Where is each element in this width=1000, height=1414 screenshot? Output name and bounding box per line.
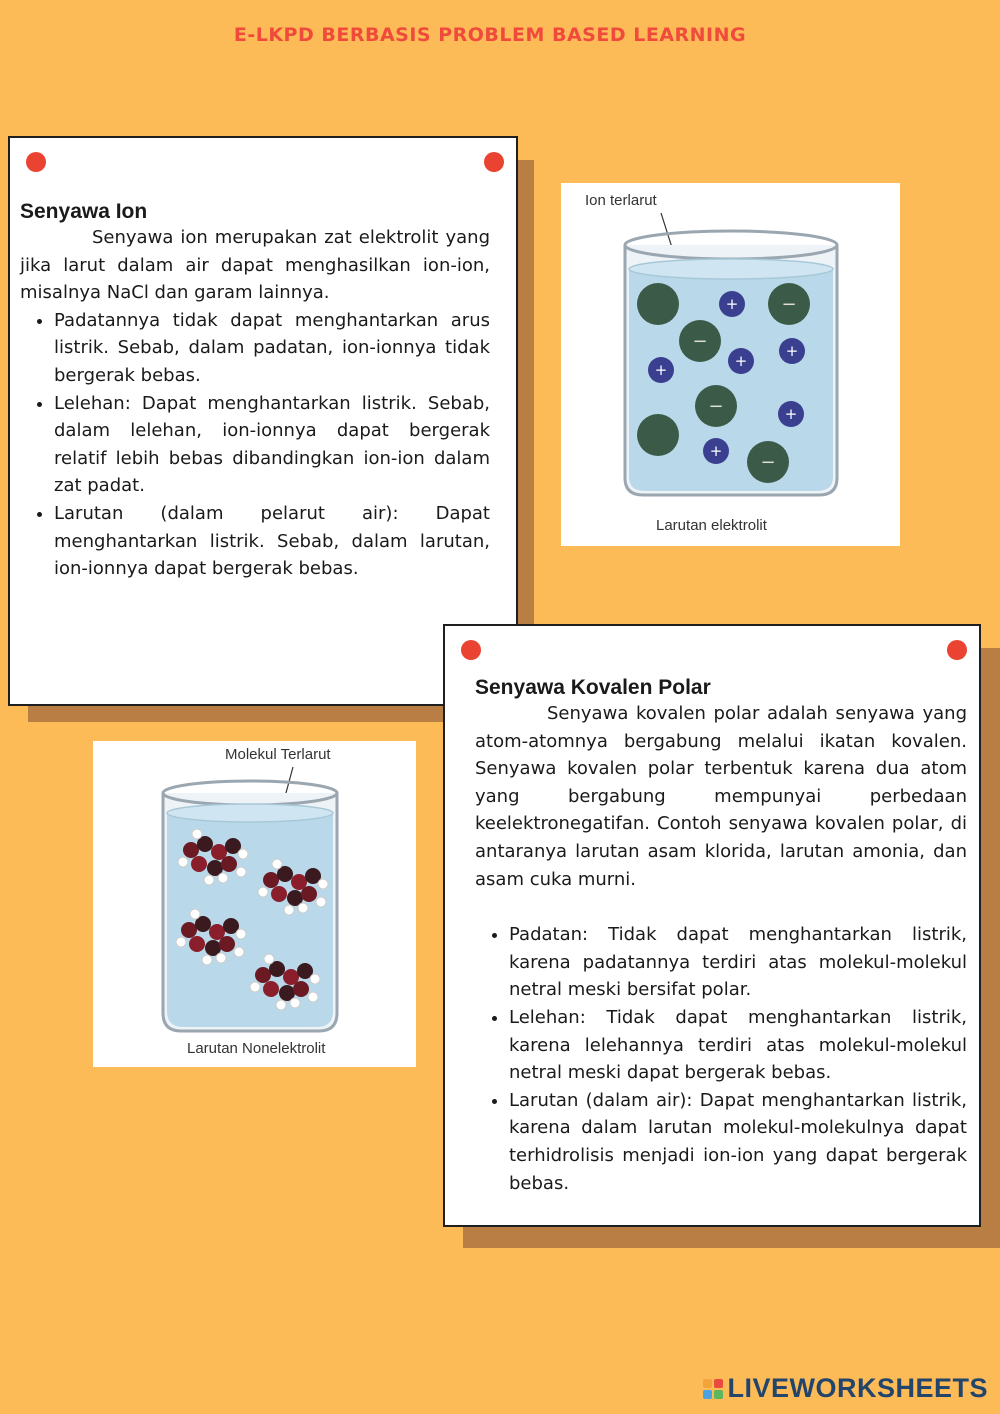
liveworksheets-logo-icon xyxy=(703,1379,723,1399)
covalent-card-content xyxy=(475,676,967,1197)
covalent-card-heading: Senyawa Kovalen Polar xyxy=(475,676,711,699)
pin-dot-left xyxy=(461,640,481,660)
svg-text:+: + xyxy=(784,405,798,423)
list-item: • Larutan (dalam air): Dapat menghantarkan listrik, karena dalam larutan molekul-molekulnya dapat terhidrolisis menjadi ion-ion yang dapat bergerak bebas. xyxy=(509,1087,967,1197)
ion-card xyxy=(8,136,518,706)
svg-text:+: + xyxy=(709,442,723,460)
svg-text:+: + xyxy=(725,295,739,313)
list-item: • Lelehan: Dapat menghantarkan listrik. Sebab, dalam lelehan, ion-ionnya dapat bergerak relatif lebih bebas dibandingkan ion-ion dalam zat padat. xyxy=(54,390,490,500)
svg-text:−: − xyxy=(781,294,797,315)
list-item: • Lelehan: Tidak dapat menghantarkan listrik, karena lelehannya terdiri atas molekul-molekul netral meski dapat bergerak bebas. xyxy=(509,1004,967,1087)
ion-card-heading: Senyawa Ion xyxy=(20,200,148,223)
list-item: • Padatan: Tidak dapat menghantarkan listrik, karena padatannya terdiri atas molekul-molekul netral meski bersifat polar. xyxy=(509,921,967,1004)
ion-card-intro: Senyawa ion merupakan zat elektrolit yang jika larut dalam air dapat menghasilkan ion-ion, misalnya NaCl dan garam lainnya. xyxy=(20,227,490,304)
svg-text:−: − xyxy=(708,396,724,417)
nonelectrolyte-beaker-image xyxy=(93,741,416,1067)
covalent-card-intro: Senyawa kovalen polar adalah senyawa yang atom-atomnya bergabung melalui ikatan kovalen. Senyawa kovalen polar terbentuk karena dua atom yang bergabung mempunyai perbedaan keelektronegatifan. Contoh senyawa kovalen polar, di antaranya larutan asam klorida, larutan amonia, dan asam cuka murni. xyxy=(475,703,967,890)
svg-text:+: + xyxy=(654,361,668,379)
list-item: • Padatannya tidak dapat menghantarkan arus listrik. Sebab, dalam padatan, ion-ionnya tidak bergerak bebas. xyxy=(54,307,490,390)
liveworksheets-brand[interactable] xyxy=(703,1373,988,1404)
svg-text:+: + xyxy=(785,342,799,360)
covalent-card xyxy=(443,624,981,1227)
nonelectrolyte-caption: Larutan Nonelektrolit xyxy=(187,1040,326,1057)
electrolyte-beaker-image xyxy=(561,183,900,546)
brand-name: LIVEWORKSHEETS xyxy=(727,1373,988,1403)
covalent-card-list xyxy=(475,921,967,1197)
svg-text:+: + xyxy=(734,352,748,370)
page-header-title: E-LKPD BERBASIS PROBLEM BASED LEARNING xyxy=(233,24,747,46)
electrolyte-caption: Larutan elektrolit xyxy=(656,517,767,534)
pin-dot-left xyxy=(26,152,46,172)
ion-card-content xyxy=(20,200,490,583)
ion-dissolved-label: Ion terlarut xyxy=(585,192,657,209)
svg-text:−: − xyxy=(692,331,708,352)
list-item: • Larutan (dalam pelarut air): Dapat menghantarkan listrik. Sebab, dalam larutan, ion-ionnya dapat bergerak bebas. xyxy=(54,500,490,583)
molecule-dissolved-label: Molekul Terlarut xyxy=(225,746,331,763)
svg-text:−: − xyxy=(760,452,776,473)
pin-dot-right xyxy=(484,152,504,172)
ion-card-list xyxy=(20,307,490,583)
pin-dot-right xyxy=(947,640,967,660)
